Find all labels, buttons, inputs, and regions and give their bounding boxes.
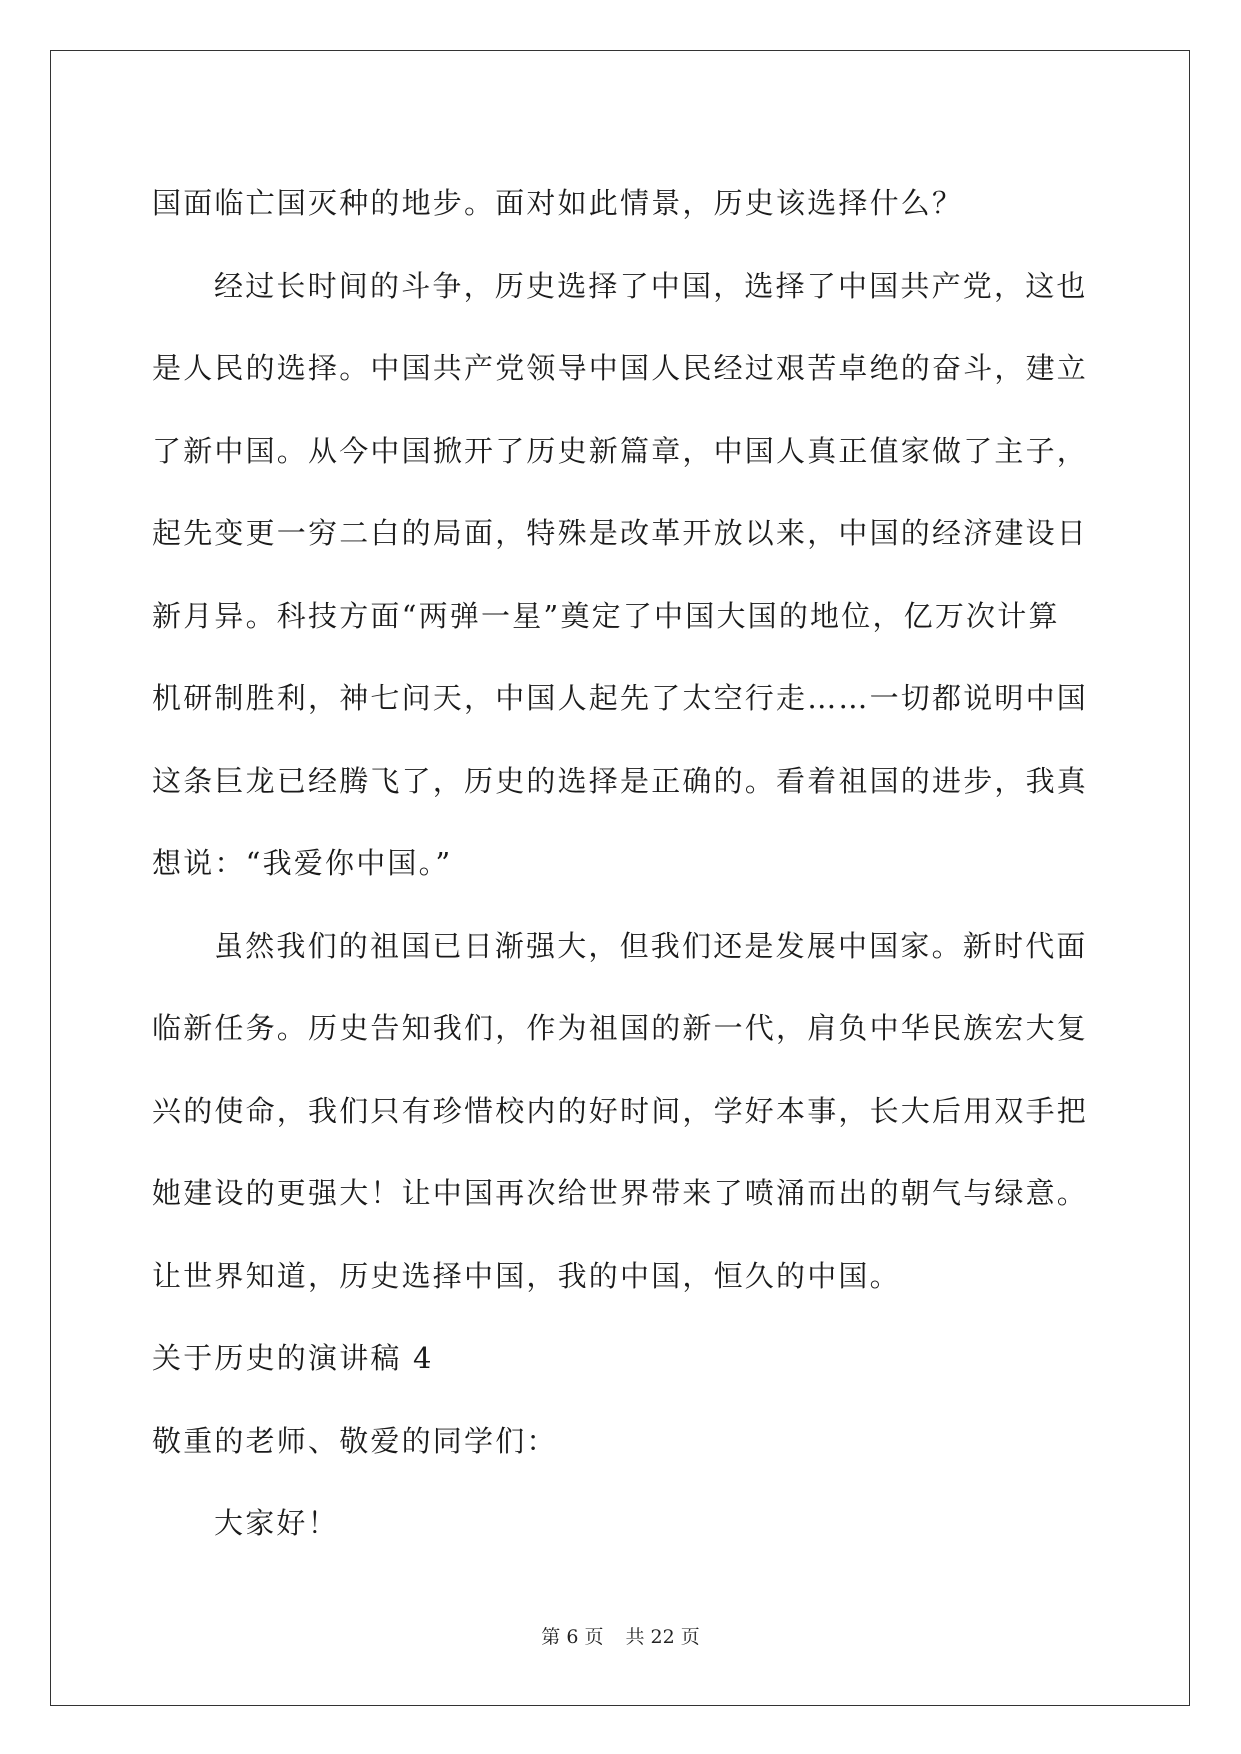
text-line: 新月异。科技方面“两弹一星”奠定了中国大国的地位，亿万次计算: [152, 598, 1060, 633]
greeting: [152, 1482, 1086, 1565]
page-total: 共 22 页: [625, 1626, 700, 1648]
text-line: 国面临亡国灭种的地步。面对如此情景，历史该选择什么？: [152, 186, 964, 220]
paragraph-1: [152, 162, 1086, 245]
section-heading: [152, 1317, 1086, 1400]
paragraph-2: [152, 245, 1089, 905]
text-line: 起先变更一穷二白的局面，特殊是改革开放以来，中国的经济建设日: [152, 516, 1089, 550]
text-line: 虽然我们的祖国已日渐强大，但我们还是发展中国家。新时代面: [214, 928, 1088, 963]
text-line: 关于历史的演讲稿 4: [152, 1341, 434, 1375]
text-line: 临新任务。历史告知我们，作为祖国的新一代，肩负中华民族宏大复: [152, 1011, 1089, 1045]
text-line: 机研制胜利，神七问天，中国人起先了太空行走……一切都说明中国: [152, 681, 1089, 715]
text-line: 让世界知道，历史选择中国，我的中国，恒久的中国。: [152, 1258, 901, 1293]
text-line: 想说：“我爱你中国。”: [152, 846, 453, 880]
text-line: 她建设的更强大！让中国再次给世界带来了喷涌而出的朝气与绿意。: [152, 1176, 1089, 1210]
text-line: 兴的使命，我们只有珍惜校内的好时间，学好本事，长大后用双手把: [152, 1093, 1089, 1128]
salutation: [152, 1400, 1086, 1483]
page-footer: [0, 1622, 1241, 1649]
text-line: 是人民的选择。中国共产党领导中国人民经过艰苦卓绝的奋斗，建立: [152, 351, 1089, 385]
text-line: 经过长时间的斗争，历史选择了中国，选择了中国共产党，这也: [214, 268, 1088, 303]
text-line: 这条巨龙已经腾飞了，历史的选择是正确的。看着祖国的进步，我真: [152, 763, 1089, 798]
paragraph-3: [152, 905, 1089, 1318]
text-line: 敬重的老师、敬爱的同学们：: [152, 1423, 558, 1458]
text-line: 大家好！: [214, 1506, 339, 1540]
document-body: [152, 162, 1089, 1565]
text-line: 了新中国。从今中国掀开了历史新篇章，中国人真正值家做了主子，: [152, 433, 1089, 468]
page-number: 第 6 页: [541, 1626, 604, 1648]
